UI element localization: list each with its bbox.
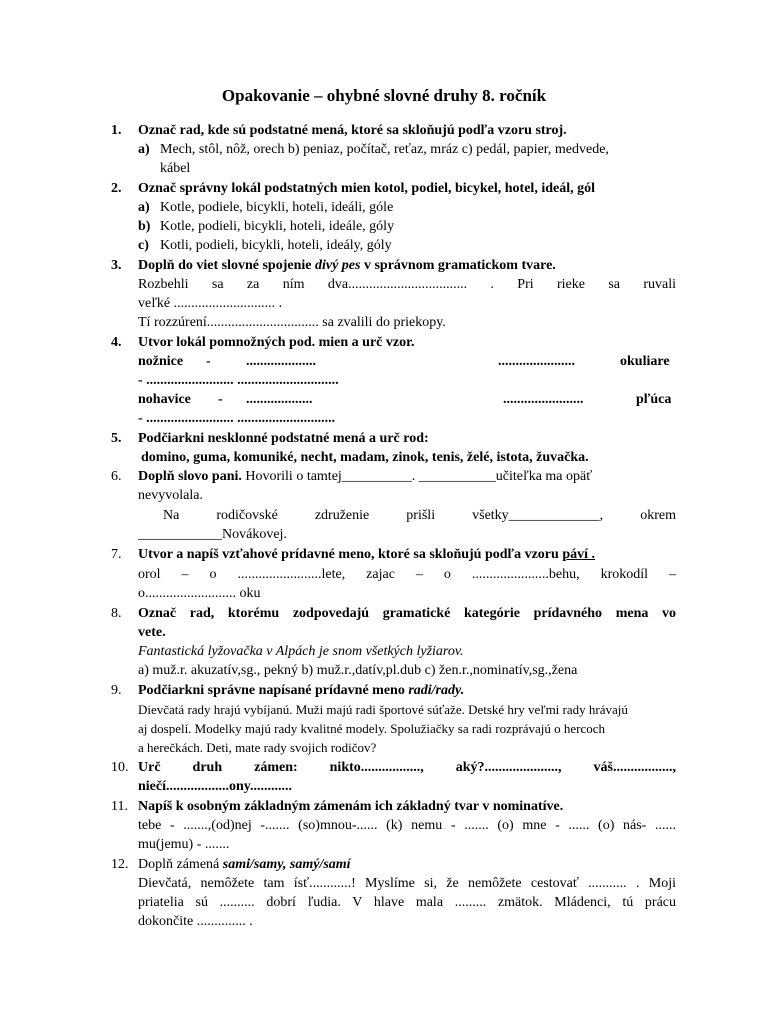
q1-option-a-label: a): [138, 142, 150, 157]
q4-blank-2: ......................: [498, 354, 575, 369]
q4-blank-4: .......................: [503, 392, 584, 407]
q9-words: radi/rady.: [408, 683, 465, 698]
q11-line-1: tebe - .......,(od)nej -....... (so)mnou-...... (k) nemu - ....... (o) mne - ...... (o) nás- ......: [138, 818, 676, 833]
q6-instruction: Doplň slovo pani.: [138, 469, 242, 484]
q6-line-3: Na rodičovské združenie prišli všetky_____________, okrem: [163, 508, 676, 523]
q2-option-a-text: Kotle, podiele, bicykli, hoteli, ideáli, góle: [160, 200, 394, 215]
q7-line-2: o.......................... oku: [138, 586, 261, 601]
q2-option-c-text: Kotli, podieli, bicykli, hoteli, ideály, góly: [160, 238, 392, 253]
q4-blank-1: ....................: [246, 354, 316, 369]
question-8-text-line-1: Označ rad, ktorému zodpovedajú gramatické kategórie prídavného mena vo: [138, 606, 676, 621]
question-number-1: 1.: [111, 123, 122, 138]
question-10-line-2: niečí..................ony............: [138, 779, 293, 794]
question-1-text: Označ rad, kde sú podstatné mená, ktoré sa skloňujú podľa vzoru stroj.: [138, 123, 567, 138]
question-number-5: 5.: [111, 431, 122, 446]
question-4-text: Utvor lokál pomnožných pod. mien a urč vzor.: [138, 335, 415, 350]
q3-line-3: Tí rozzúrení................................ sa zvalili do priekopy.: [138, 315, 446, 330]
question-10-line-1: Urč druh zámen: nikto................., aký?....................., váš.................,: [138, 760, 676, 775]
question-11-text: Napíš k osobným základným zámenám ich základný tvar v nominatíve.: [138, 799, 564, 814]
q9-line-3: a herečkách. Deti, mate rady svojich rodičov?: [138, 740, 377, 755]
question-5-text: Podčiarkni nesklonné podstatné mená a urč rod:: [138, 431, 429, 446]
q2-option-b-label: b): [138, 219, 151, 234]
q7-pattern-word: páví: [562, 547, 588, 562]
q5-word-list: domino, guma, komuniké, necht, madam, zinok, tenis, želé, istota, žuvačka.: [141, 450, 589, 465]
q3-text-post: v správnom gramatickom tvare.: [360, 258, 556, 273]
question-3-text: [138, 256, 676, 275]
q3-text-pre: Doplň do viet slovné spojenie: [138, 258, 315, 273]
q7-text-pre: Utvor a napíš vzťahové prídavné meno, ktoré sa skloňujú podľa vzoru: [138, 547, 563, 562]
question-9-text: [138, 681, 676, 700]
question-number-6: 6.: [111, 469, 122, 484]
q12-text-pre: Doplň zámená: [138, 857, 223, 872]
q4-row-4: - ......................... ............................: [138, 411, 336, 426]
q8-options: a) muž.r. akuzatív,sg., pekný b) muž.r.,datív,pl.dub c) žen.r.,nominatív,sg.,žena: [138, 663, 578, 678]
q2-option-b-text: Kotle, podieli, bicykli, hoteli, ideále, góly: [160, 219, 395, 234]
question-number-11: 11.: [111, 799, 128, 814]
question-number-2: 2.: [111, 181, 122, 196]
q3-line-2: veľké ............................. .: [138, 296, 283, 311]
question-number-7: 7.: [111, 547, 122, 562]
q9-text-pre: Podčiarkni správne napísané prídavné meno: [138, 683, 409, 698]
question-number-12: 12.: [111, 857, 129, 872]
question-number-8: 8.: [111, 606, 122, 621]
q1-options-line-1: Mech, stôl, nôž, orech b) peniaz, počítač, reťaz, mráz c) pedál, papier, medvede,: [160, 142, 609, 157]
q4-noun-okuliare: okuliare: [620, 354, 670, 369]
q8-sentence: Fantastická lyžovačka v Alpách je snom všetkých lyžiarov.: [138, 644, 464, 659]
q3-phrase: divý pes: [314, 258, 361, 273]
question-8-text-line-2: vete.: [138, 625, 166, 640]
q7-text-post: .: [588, 547, 595, 562]
q12-line-1: Dievčatá, nemôžete tam ísť............! Myslíme si, že nemôžete cestovať ........... . Moji: [138, 876, 676, 891]
q4-noun-nohavice: nohavice: [138, 392, 191, 407]
question-7-text: [138, 545, 676, 564]
question-12-text: [138, 855, 676, 874]
q4-dash-1: -: [206, 354, 211, 369]
q12-line-3: dokončite .............. .: [138, 914, 253, 929]
q2-option-c-label: c): [138, 238, 149, 253]
question-number-3: 3.: [111, 258, 122, 273]
q6-line-2: nevyvolala.: [138, 488, 203, 503]
q4-dash-3: -: [218, 392, 223, 407]
q4-noun-pluca: pľúca: [636, 392, 672, 407]
q6-sentence-1: Hovorili o tamtej__________. ___________učiteľka ma opäť: [241, 469, 593, 484]
q11-line-2: mu(jemu) - .......: [138, 837, 230, 852]
q6-line-4: ____________Novákovej.: [138, 527, 287, 542]
q12-line-2: priatelia sú .......... dobrí ľudia. V hlave mala ......... zmätok. Mládenci, tú prácu: [138, 895, 676, 910]
question-number-9: 9.: [111, 683, 122, 698]
q4-row-2: - ......................... .............................: [138, 373, 339, 388]
question-number-10: 10.: [111, 760, 129, 775]
question-6-text: [138, 467, 676, 486]
q4-blank-3: ...................: [246, 392, 313, 407]
q9-line-2: aj dospelí. Modelky majú rady kvalitné modely. Spolužiačky sa radi rozprávajú o hercoch: [138, 721, 606, 736]
question-number-4: 4.: [111, 335, 122, 350]
q9-line-1: Dievčatá rady hrajú vybíjanú. Muži majú radi športové súťaže. Detské hry veľmi rady hrávajú: [138, 702, 628, 717]
q1-options-line-2: kábel: [160, 161, 191, 176]
q12-words: sami/samy, samý/samí: [222, 857, 351, 872]
q3-line-1: Rozbehli sa za ním dva.................................. . Pri rieke sa ruvali: [138, 277, 676, 292]
q2-option-a-label: a): [138, 200, 150, 215]
q7-line-1: orol – o ........................lete, zajac – o ......................behu, krokodíl –: [138, 567, 676, 582]
question-2-text: Označ správny lokál podstatných mien kotol, podiel, bicykel, hotel, ideál, gól: [138, 181, 595, 196]
q4-noun-noznice: nožnice: [138, 354, 184, 369]
page-title: Opakovanie – ohybné slovné druhy 8. ročník: [221, 86, 547, 105]
